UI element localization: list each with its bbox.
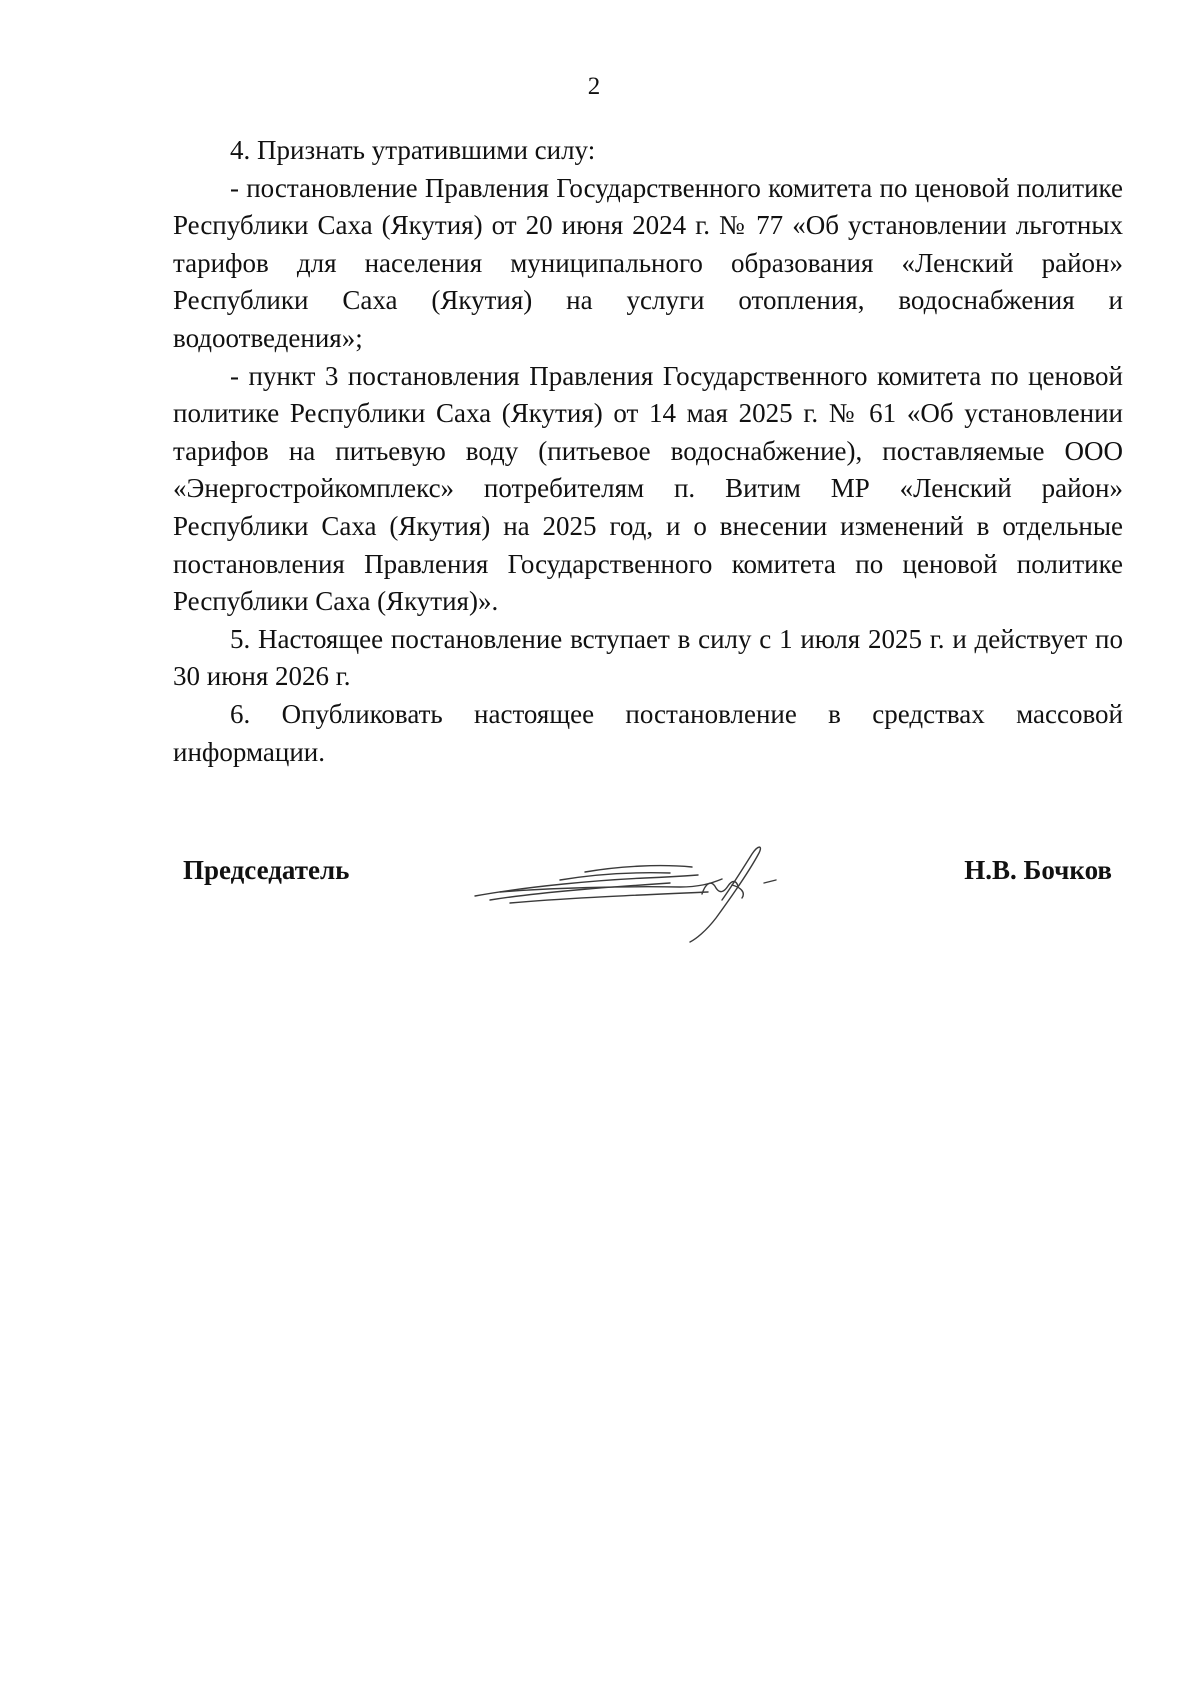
document-body — [173, 132, 1123, 771]
paragraph-item-5-effective-date: 5. Настоящее постановление вступает в силу с 1 июля 2025 г. и действует по 30 июня 2026 г. — [173, 623, 1123, 692]
handwritten-signature-icon — [470, 800, 790, 950]
paragraph-item-6-publication: 6. Опубликовать настоящее постановление в средствах массовой информации. — [173, 698, 1123, 767]
page-number: 2 — [587, 73, 601, 100]
paragraph-item-4: 4. Признать утратившими силу: — [230, 135, 596, 165]
paragraph-repealed-clause-3-resolution-61: - пункт 3 постановления Правления Государственного комитета по ценовой политике Республики Саха (Якутия) от 14 мая 2025 г. № 61 «Об установлении тарифов на питьевую воду (питьевое водоснабжение), поставляемые ООО «Энергостройкомплекс» потребителям п. Витим МР «Ленский район» Республики Саха (Якутия) на 2025 год, и о внесении изменений в отдельные постановления Правления Государственного комитета по ценовой политике Республики Саха (Якутия)». — [173, 360, 1123, 617]
signature-block — [0, 840, 1200, 960]
signatory-title: Председатель — [183, 855, 350, 885]
signatory-name: Н.В. Бочков — [964, 855, 1112, 885]
paragraph-repealed-resolution-77: - постановление Правления Государственного комитета по ценовой политике Республики Саха (Якутия) от 20 июня 2024 г. № 77 «Об установлении льготных тарифов для населения муниципального образования «Ленский район» Республики Саха (Якутия) на услуги отопления, водоснабжения и водоотведения»; — [173, 172, 1123, 353]
